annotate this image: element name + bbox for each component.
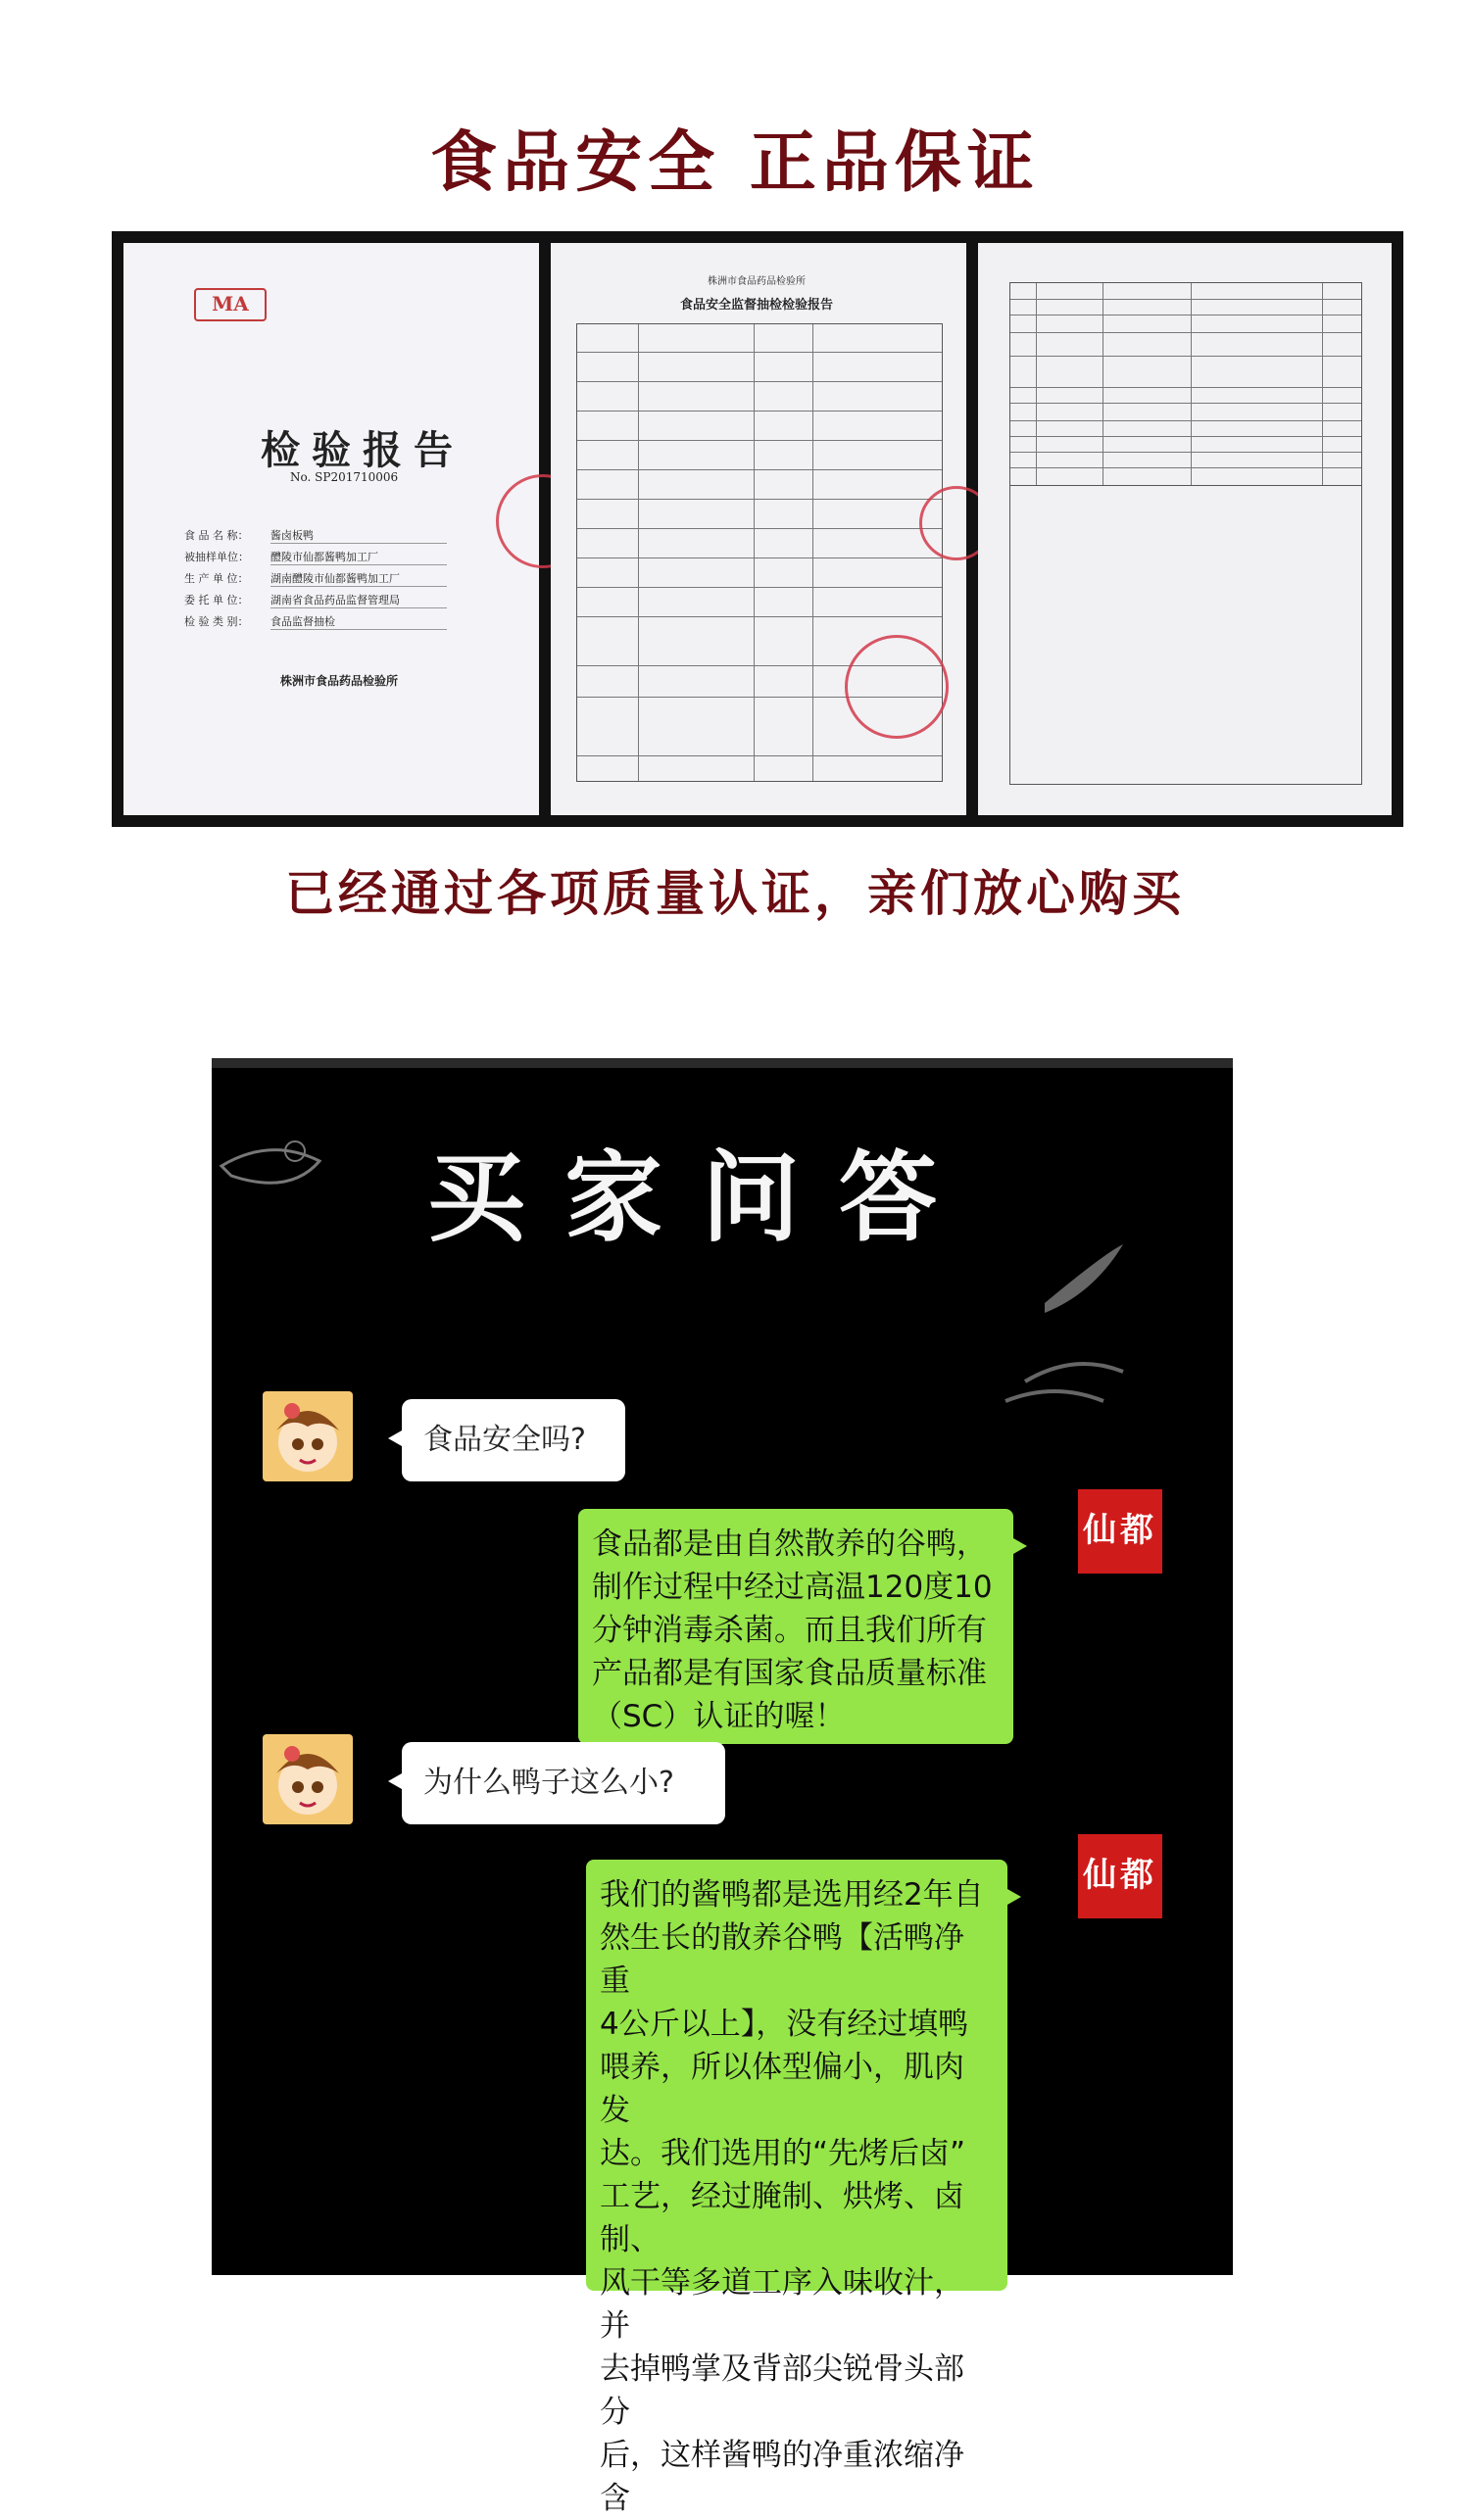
- report-field-value: 酱卤板鸭: [270, 527, 447, 544]
- report-field-value: 食品监督抽检: [270, 613, 447, 630]
- answer-line: 风干等多道工序入味收汁，并: [600, 2265, 964, 2344]
- cma-logo: MA: [194, 288, 267, 321]
- answer-line: 我们的酱鸭都是选用经2年自: [600, 1877, 984, 1913]
- customer-avatar: [263, 1734, 353, 1824]
- answer-line: 后，这样酱鸭的净重浓缩净含: [600, 2438, 964, 2516]
- report-title: 检验报告: [261, 427, 465, 473]
- report-field-label: 被抽样单位：: [184, 551, 249, 563]
- question-bubble-1: 食品安全吗?: [402, 1399, 625, 1481]
- results-table-blank: [1009, 484, 1362, 785]
- certificate-strip: [112, 231, 1403, 827]
- answer-line: 食品都是由自然散养的谷鸭，: [592, 1527, 987, 1562]
- inspection-report-page-3: [978, 243, 1392, 815]
- answer-line: 去掉鸭掌及背部尖锐骨头部分: [600, 2351, 964, 2430]
- seal-text: 仙都: [1083, 1856, 1157, 1895]
- cartoon-face-icon: [263, 1734, 353, 1824]
- answer-line: 4公斤以上】，没有经过填鸭: [600, 2007, 969, 2042]
- answer-line: 分钟消毒杀菌。而且我们所有: [592, 1613, 987, 1648]
- answer-line: 喂养，所以体型偏小，肌肉发: [600, 2050, 964, 2128]
- report-field-value: 醴陵市仙都酱鸭加工厂: [270, 549, 447, 565]
- qa-title: 买家问答: [427, 1139, 976, 1255]
- report-field-label: 食 品 名 称：: [184, 529, 249, 542]
- report-number: No. SP201710006: [290, 470, 399, 484]
- report-field-label: 检 验 类 别：: [184, 615, 249, 628]
- headline-certified: 已经通过各项质量认证，亲们放心购买: [285, 864, 1185, 922]
- answer-line: （SC）认证的喔！: [592, 1699, 846, 1734]
- page2-issuer: 株洲市食品药品检验所: [708, 276, 806, 287]
- answer-bubble-1: [578, 1509, 1013, 1744]
- answer-line: 达。我们选用的“先烤后卤”: [600, 2136, 966, 2171]
- answer-line: 工艺，经过腌制、烘烤、卤制、: [600, 2179, 964, 2257]
- report-field-label: 委 托 单 位：: [184, 594, 249, 606]
- xiandu-seal-icon: [1078, 1489, 1162, 1574]
- answer-line: 然生长的散养谷鸭【活鸭净重: [600, 1920, 964, 1999]
- report-field-value: 湖南醴陵市仙都酱鸭加工厂: [270, 570, 447, 587]
- cartoon-face-icon: [263, 1391, 353, 1481]
- page2-title: 食品安全监督抽检检验报告: [680, 298, 834, 313]
- xiandu-seal-icon: [1078, 1834, 1162, 1918]
- report-field-label: 生 产 单 位：: [184, 572, 249, 585]
- inspection-report-page-2: [551, 243, 966, 815]
- answer-line: 产品都是有国家食品质量标准: [592, 1656, 987, 1691]
- buyer-qa-panel: [212, 1058, 1233, 2516]
- report-issuer: 株洲市食品药品检验所: [280, 674, 399, 688]
- inspection-report-cover: [123, 243, 539, 815]
- answer-bubble-2: [586, 1860, 1007, 2516]
- question-bubble-2: 为什么鸭子这么小?: [402, 1742, 725, 1824]
- headline-food-safety: 食品安全 正品保证: [430, 123, 1040, 202]
- report-field-value: 湖南省食品药品监督管理局: [270, 592, 447, 608]
- answer-line: 制作过程中经过高温120度10: [592, 1570, 993, 1605]
- red-seal-stamp-2: [845, 635, 949, 739]
- seal-text: 仙都: [1083, 1511, 1157, 1550]
- results-table: [1009, 282, 1362, 486]
- customer-avatar: [263, 1391, 353, 1481]
